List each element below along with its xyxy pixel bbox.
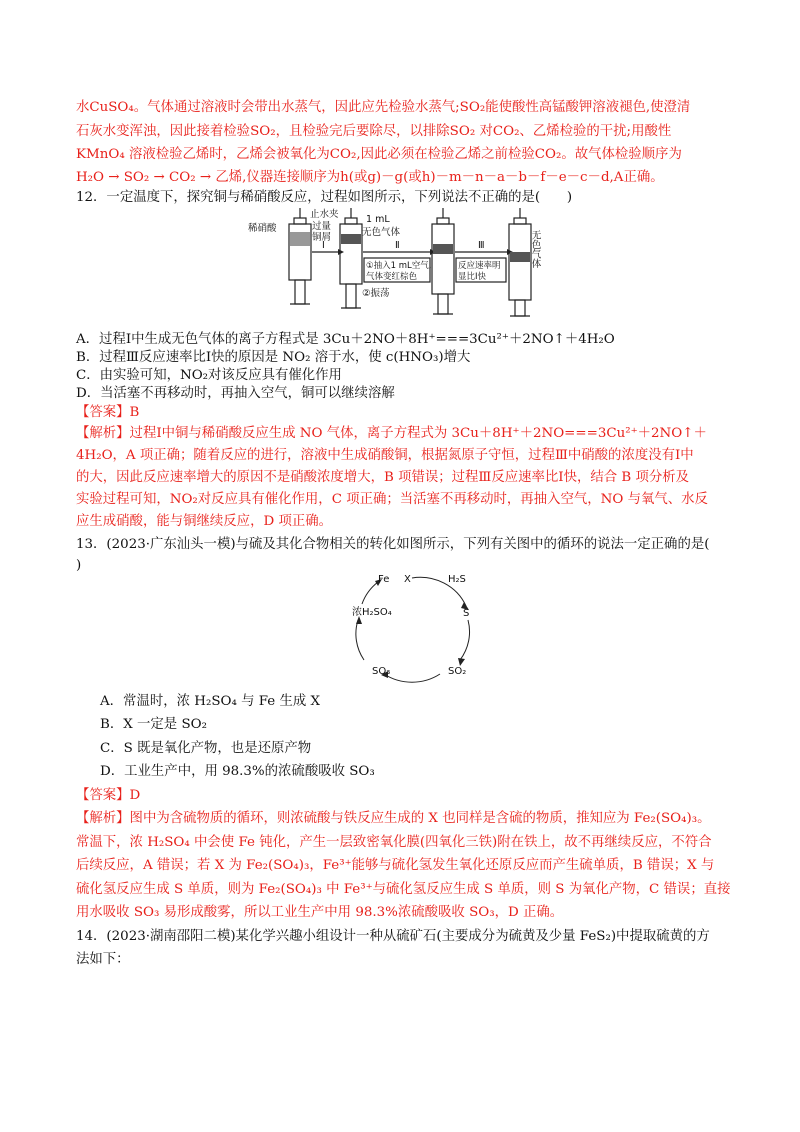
label-s: S	[463, 608, 470, 619]
label-note-2a: ①抽入1 mL空气,	[366, 261, 432, 271]
q12-option-d: D．当活塞不再移动时，再抽入空气，铜可以继续溶解	[76, 386, 395, 401]
q13-explanation-line-3: 后续反应，A 错误；若 X 为 Fe₂(SO₄)₃，Fe³⁺能够与硫化氢发生氧化还原反应而产生硫单质，B 错误；X 与	[76, 858, 715, 873]
q13-sulfur-cycle-figure	[348, 568, 478, 686]
label-note-2c: ②振荡	[362, 288, 390, 299]
q13-answer: 【答案】D	[76, 788, 141, 803]
label-dilute-nitric-acid: 稀硝酸	[248, 223, 277, 234]
q12-option-c: C．由实验可知，NO₂对该反应具有催化作用	[76, 368, 342, 383]
q12-explanation-line-1: 【解析】过程Ⅰ中铜与稀硝酸反应生成 NO 气体，离子方程式为 3Cu＋8H⁺＋2NO===3Cu²⁺＋2NO↑＋	[76, 426, 707, 441]
q14-stem-line-2: 法如下：	[76, 952, 130, 967]
label-conc-h2so4: 浓H₂SO₄	[352, 607, 392, 618]
q12-explanation-line-4: 实验过程可知，NO₂对反应具有催化作用，C 项正确；当活塞不再移动时，再抽入空气，NO 与氧气、水反	[76, 492, 708, 507]
q13-explanation-line-1: 【解析】图中为含硫物质的循环，则浓硫酸与铁反应生成的 X 也同样是含硫的物质，推知应为 Fe₂(SO₄)₃。	[76, 811, 711, 826]
q13-option-d: D．工业生产中，用 98.3%的浓硫酸吸收 SO₃	[100, 764, 375, 779]
q13-stem-line-2: )	[76, 558, 82, 573]
q11-explanation-line-1: 水CuSO₄。气体通过溶液时会带出水蒸气，因此应先检验水蒸气;SO₂能使酸性高锰酸钾溶液褪色,使澄清	[76, 100, 691, 115]
label-so3: SO₃	[372, 666, 391, 677]
label-step-1: Ⅰ	[322, 240, 325, 251]
label-1ml: 1 mL	[366, 214, 390, 225]
q12-explanation-line-3: 的大，因此反应速率增大的原因不是硝酸浓度增大，B 项错误；过程Ⅲ反应速率比Ⅰ快，结合 B 项分析及	[76, 470, 690, 485]
label-copper-scraps: 铜屑	[312, 232, 332, 243]
q12-apparatus-figure	[248, 204, 558, 322]
label-colorless-gas: 无色气体	[362, 227, 401, 238]
q13-explanation-line-2: 常温下，浓 H₂SO₄ 中会使 Fe 钝化，产生一层致密氧化膜(四氧化三铁)附在铁上，故不再继续反应，不符合	[76, 835, 712, 850]
q12-answer: 【答案】B	[76, 405, 140, 420]
q13-stem-line-1: 13．(2023·广东汕头一模)与硫及其化合物相关的转化如图所示，下列有关图中的循环的说法一定正确的是(	[76, 537, 710, 552]
q12-option-a: A．过程Ⅰ中生成无色气体的离子方程式是 3Cu＋2NO＋8H⁺===3Cu²⁺＋2NO↑＋4H₂O	[76, 332, 615, 347]
label-x: X	[404, 574, 411, 585]
label-excess: 过量	[312, 221, 332, 232]
label-note-3b: 显比Ⅰ快	[458, 272, 487, 282]
q13-option-a: A．常温时，浓 H₂SO₄ 与 Fe 生成 X	[100, 694, 321, 709]
q11-explanation-line-2: 石灰水变浑浊，因此接着检验SO₂，且检验完后要除尽，以排除SO₂ 对CO₂、乙烯检验的干扰;用酸性	[76, 124, 672, 139]
label-fe: Fe	[378, 574, 390, 585]
q12-explanation-line-2: 4H₂O，A 项正确；随着反应的进行，溶液中生成硝酸铜，根据氮原子守恒，过程Ⅲ中硝酸的浓度没有Ⅰ中	[76, 448, 694, 463]
q12-stem: 12．一定温度下，探究铜与稀硝酸反应，过程如图所示，下列说法不正确的是( )	[76, 190, 573, 205]
q13-explanation-line-4: 硫化氢反应生成 S 单质，则为 Fe₂(SO₄)₃ 中 Fe³⁺与硫化氢反应生成 S 单质，则 S 为氧化产物，C 错误；直接	[76, 882, 731, 897]
label-right-colorless-gas: 无色气体	[529, 230, 541, 268]
q13-explanation-line-5: 用水吸收 SO₃ 易形成酸雾，所以工业生产中用 98.3%浓硫酸吸收 SO₃，D 正确。	[76, 905, 564, 920]
q12-option-b: B．过程Ⅲ反应速率比Ⅰ快的原因是 NO₂ 溶于水，使 c(HNO₃)增大	[76, 350, 471, 365]
q11-explanation-line-3: KMnO₄ 溶液检验乙烯时，乙烯会被氧化为CO₂,因此必须在检验乙烯之前检验CO₂。故气体检验顺序为	[76, 147, 682, 162]
label-h2s: H₂S	[448, 574, 466, 585]
label-so2: SO₂	[448, 666, 467, 677]
q13-option-b: B．X 一定是 SO₂	[100, 717, 207, 732]
label-stopcock: 止水夹	[310, 209, 339, 220]
label-note-3a: 反应速率明	[458, 261, 501, 271]
q12-explanation-line-5: 应生成硝酸，能与铜继续反应，D 项正确。	[76, 514, 333, 529]
label-step-2: Ⅱ	[395, 240, 400, 251]
label-step-3: Ⅲ	[478, 240, 485, 251]
q14-stem-line-1: 14．(2023·湖南邵阳二模)某化学兴趣小组设计一种从硫矿石(主要成分为硫黄及少量 FeS₂)中提取硫黄的方	[76, 929, 710, 944]
label-note-2b: 气体变红棕色	[366, 272, 418, 282]
q13-option-c: C．S 既是氧化产物，也是还原产物	[100, 741, 312, 756]
q11-explanation-line-4: H₂O → SO₂ → CO₂ → 乙烯,仪器连接顺序为h(或g)－g(或h)－m－n－a－b－f－e－c－d,A正确。	[76, 170, 664, 185]
